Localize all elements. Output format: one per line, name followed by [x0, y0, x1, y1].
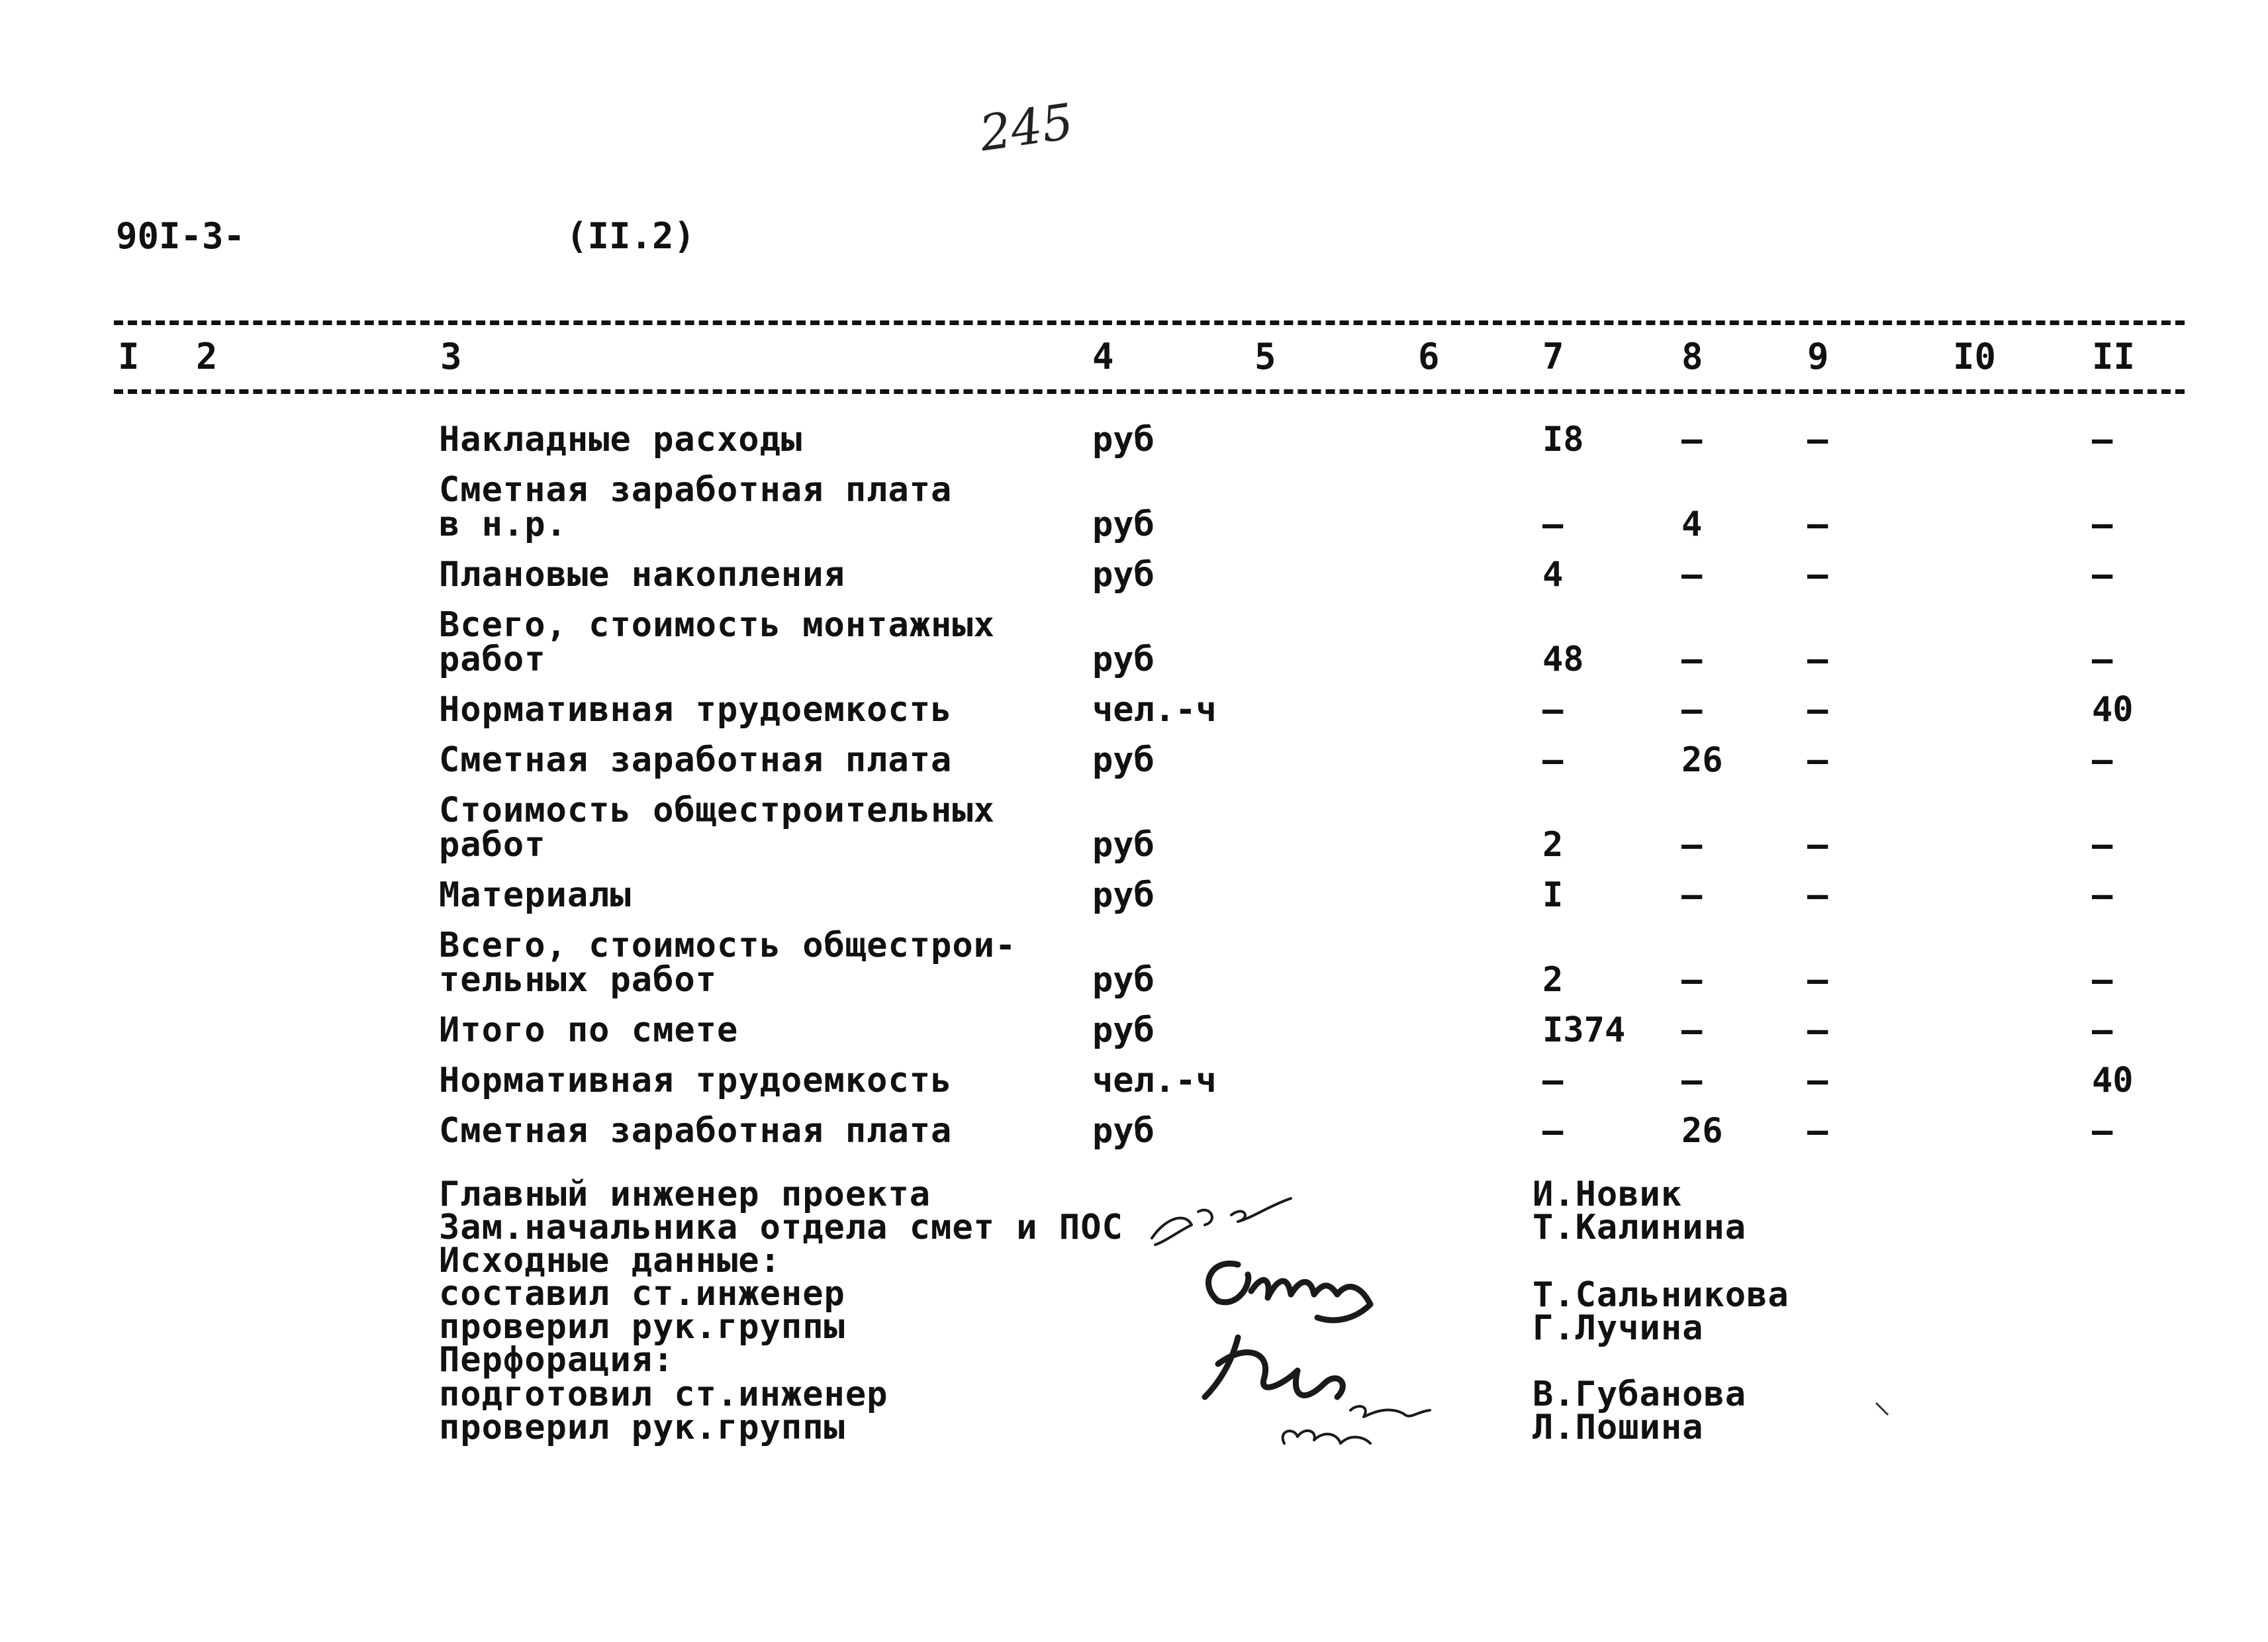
row-4-col8: –	[1681, 640, 1703, 679]
row-1-col8: –	[1681, 420, 1703, 459]
row-9-col9: –	[1807, 960, 1828, 1000]
row-3-col11: –	[2092, 555, 2113, 595]
row-11-col8: –	[1681, 1061, 1703, 1100]
row-5-col8: –	[1681, 690, 1703, 730]
row-6-col7: –	[1542, 740, 1564, 780]
row-5-col9: –	[1807, 690, 1828, 730]
row-10-col8: –	[1681, 1010, 1703, 1050]
sign-label-perforation: Перфорация:	[439, 1340, 675, 1380]
sign-label-prepared: подготовил ст.инженер	[439, 1375, 888, 1414]
column-header-6: 6	[1418, 336, 1440, 377]
row-5-col11: 40	[2092, 690, 2134, 730]
row-8-col9: –	[1807, 875, 1828, 915]
row-4-name-line-2: работ	[439, 640, 546, 679]
row-11-name-line-1: Нормативная трудоемкость	[439, 1061, 953, 1100]
row-8-col11: –	[2092, 875, 2113, 915]
row-4-col7: 48	[1542, 640, 1584, 679]
sign-label-chief-engineer: Главный инженер проекта	[439, 1175, 931, 1214]
sign-label-compiled: составил ст.инженер	[439, 1274, 845, 1314]
row-12-col11: –	[2092, 1111, 2113, 1151]
column-header-10: I0	[1953, 336, 1997, 377]
row-12-name-line-1: Сметная заработная плата	[439, 1111, 953, 1151]
row-2-unit: руб	[1092, 505, 1155, 544]
sign-label-checked: проверил рук.группы	[439, 1307, 845, 1347]
row-4-unit: руб	[1092, 640, 1155, 679]
document-code: 90I-3-	[116, 215, 246, 257]
row-3-unit: руб	[1092, 555, 1155, 595]
row-4-name-line-1: Всего, стоимость монтажных	[439, 605, 995, 645]
column-header-2: 2	[196, 336, 218, 377]
sign-label-source-data: Исходные данные:	[439, 1241, 781, 1280]
signer-name-salnikova: Т.Сальникова	[1533, 1275, 1789, 1315]
row-1-col7: I8	[1542, 420, 1584, 459]
row-4-col11: –	[2092, 640, 2113, 679]
signer-name-poshina: Л.Пошина	[1533, 1408, 1704, 1447]
row-10-unit: руб	[1092, 1010, 1155, 1050]
row-12-col7: –	[1542, 1111, 1564, 1151]
row-8-col7: I	[1542, 875, 1564, 915]
row-1-col11: –	[2092, 420, 2113, 459]
row-12-col9: –	[1807, 1111, 1828, 1151]
row-6-col11: –	[2092, 740, 2113, 780]
row-7-col8: –	[1681, 825, 1703, 865]
row-1-col9: –	[1807, 420, 1828, 459]
row-10-name-line-1: Итого по смете	[439, 1010, 739, 1050]
row-11-unit: чел.-ч	[1092, 1061, 1217, 1100]
row-3-col8: –	[1681, 555, 1703, 595]
column-header-8: 8	[1681, 336, 1703, 377]
header-bottom-rule	[114, 389, 2185, 394]
column-header-11: II	[2092, 336, 2136, 377]
row-3-col7: 4	[1542, 555, 1564, 595]
row-6-col8: 26	[1681, 740, 1723, 780]
signer-name-luchina: Г.Лучина	[1533, 1308, 1704, 1348]
stray-pen-mark	[1873, 1400, 1893, 1420]
row-2-col7: –	[1542, 505, 1564, 544]
row-9-col11: –	[2092, 960, 2113, 1000]
row-12-unit: руб	[1092, 1111, 1155, 1151]
signer-name-kalinina: Т.Калинина	[1533, 1208, 1747, 1247]
section-number: (II.2)	[566, 215, 696, 257]
row-10-col11: –	[2092, 1010, 2113, 1050]
row-9-col7: 2	[1542, 960, 1564, 1000]
column-header-5: 5	[1254, 336, 1276, 377]
row-7-unit: руб	[1092, 825, 1155, 865]
row-11-col11: 40	[2092, 1061, 2134, 1100]
row-1-name-line-1: Накладные расходы	[439, 420, 803, 459]
row-11-col9: –	[1807, 1061, 1828, 1100]
column-header-7: 7	[1542, 336, 1564, 377]
row-3-col9: –	[1807, 555, 1828, 595]
handwritten-signatures	[1139, 1165, 1483, 1470]
row-1-unit: руб	[1092, 420, 1155, 459]
row-9-unit: руб	[1092, 960, 1155, 1000]
row-9-name-line-1: Всего, стоимость общестрои-	[439, 926, 1017, 965]
row-5-unit: чел.-ч	[1092, 690, 1217, 730]
row-5-col7: –	[1542, 690, 1564, 730]
row-8-col8: –	[1681, 875, 1703, 915]
row-2-col8: 4	[1681, 505, 1703, 544]
row-6-unit: руб	[1092, 740, 1155, 780]
row-7-name-line-1: Стоимость общестроительных	[439, 791, 995, 830]
row-6-name-line-1: Сметная заработная плата	[439, 740, 953, 780]
row-2-name-line-2: в н.р.	[439, 505, 567, 544]
row-7-name-line-2: работ	[439, 825, 546, 865]
column-header-9: 9	[1807, 336, 1829, 377]
row-12-col8: 26	[1681, 1111, 1723, 1151]
row-10-col7: I374	[1542, 1010, 1626, 1050]
column-header-3: 3	[440, 336, 462, 377]
row-9-name-line-2: тельных работ	[439, 960, 717, 1000]
row-11-col7: –	[1542, 1061, 1564, 1100]
row-9-col8: –	[1681, 960, 1703, 1000]
row-7-col11: –	[2092, 825, 2113, 865]
row-5-name-line-1: Нормативная трудоемкость	[439, 690, 953, 730]
column-header-4: 4	[1092, 336, 1114, 377]
row-2-name-line-1: Сметная заработная плата	[439, 470, 953, 510]
row-4-col9: –	[1807, 640, 1828, 679]
row-2-col11: –	[2092, 505, 2113, 544]
sign-label-deputy-head: Зам.начальника отдела смет и ПОС	[439, 1208, 1123, 1247]
column-header-1: I	[118, 336, 140, 377]
row-3-name-line-1: Плановые накопления	[439, 555, 845, 595]
sign-label-checked-2: проверил рук.группы	[439, 1408, 845, 1447]
header-top-rule	[114, 320, 2185, 325]
row-10-col9: –	[1807, 1010, 1828, 1050]
row-2-col9: –	[1807, 505, 1828, 544]
signer-name-novik: И.Новик	[1533, 1175, 1683, 1214]
row-7-col9: –	[1807, 825, 1828, 865]
row-7-col7: 2	[1542, 825, 1564, 865]
row-8-unit: руб	[1092, 875, 1155, 915]
handwritten-page-number: 245	[976, 93, 1077, 163]
row-8-name-line-1: Материалы	[439, 875, 632, 915]
row-6-col9: –	[1807, 740, 1828, 780]
signer-name-gubanova: В.Губанова	[1533, 1375, 1747, 1414]
